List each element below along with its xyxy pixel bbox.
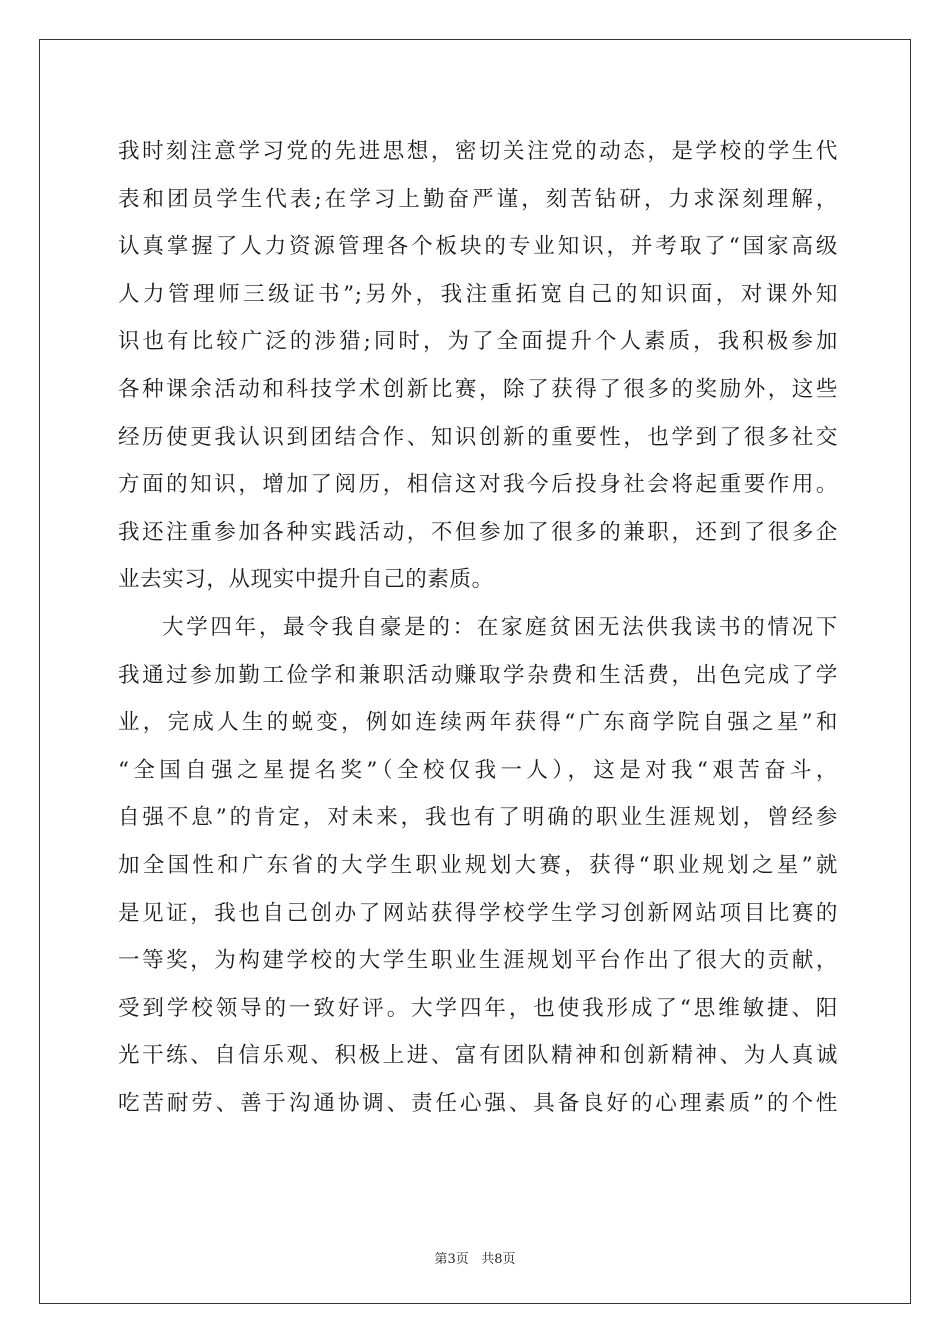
text-line: 人力管理师三级证书”;另外，我注重拓宽自己的知识面，对课外知 (118, 281, 838, 307)
text-line: 我还注重参加各种实践活动，不但参加了很多的兼职，还到了很多企 (118, 519, 838, 545)
text-line: 业，完成人生的蜕变，例如连续两年获得“广东商学院自强之星”和 (118, 710, 838, 736)
paragraph-2 (118, 604, 838, 1128)
document-body (118, 128, 838, 1127)
text-line: 一等奖，为构建学校的大学生职业生涯规划平台作出了很大的贡献， (118, 948, 838, 974)
text-line: 大学四年，最令我自豪是的：在家庭贫困无法供我读书的情况下 (162, 614, 838, 640)
text-line: 表和团员学生代表;在学习上勤奋严谨，刻苦钻研，力求深刻理解， (118, 186, 838, 212)
text-line: 业去实习，从现实中提升自己的素质。 (118, 567, 494, 593)
page-total: 共8页 (481, 1252, 516, 1267)
text-line: 认真掌握了人力资源管理各个板块的专业知识，并考取了“国家高级 (118, 234, 838, 260)
page-number: 第3页 (434, 1252, 469, 1267)
text-line: 我通过参加勤工俭学和兼职活动赚取学杂费和生活费，出色完成了学 (118, 662, 838, 688)
text-line: 方面的知识，增加了阅历，相信这对我今后投身社会将起重要作用。 (118, 472, 838, 498)
paragraph-1 (118, 128, 838, 604)
text-line: 光干练、自信乐观、积极上进、富有团队精神和创新精神、为人真诚 (118, 1043, 838, 1069)
text-line: 受到学校领导的一致好评。大学四年，也使我形成了“思维敏捷、阳 (118, 995, 838, 1021)
text-line: 自强不息”的肯定，对未来，我也有了明确的职业生涯规划，曾经参 (118, 805, 838, 831)
text-line: 我时刻注意学习党的先进思想，密切关注党的动态，是学校的学生代 (118, 139, 838, 164)
text-line: “全国自强之星提名奖”（全校仅我一人），这是对我“艰苦奋斗， (118, 757, 838, 783)
page-footer (0, 1248, 950, 1267)
text-line: 各种课余活动和科技学术创新比赛，除了获得了很多的奖励外，这些 (118, 376, 838, 402)
text-line: 吃苦耐劳、善于沟通协调、责任心强、具备良好的心理素质”的个性 (118, 1090, 838, 1116)
text-line: 识也有比较广泛的涉猎;同时，为了全面提升个人素质，我积极参加 (118, 329, 838, 355)
text-line: 是见证，我也自己创办了网站获得学校学生学习创新网站项目比赛的 (118, 900, 838, 926)
text-line: 加全国性和广东省的大学生职业规划大赛，获得“职业规划之星”就 (118, 852, 838, 878)
text-line: 经历使更我认识到团结合作、知识创新的重要性，也学到了很多社交 (118, 424, 838, 450)
